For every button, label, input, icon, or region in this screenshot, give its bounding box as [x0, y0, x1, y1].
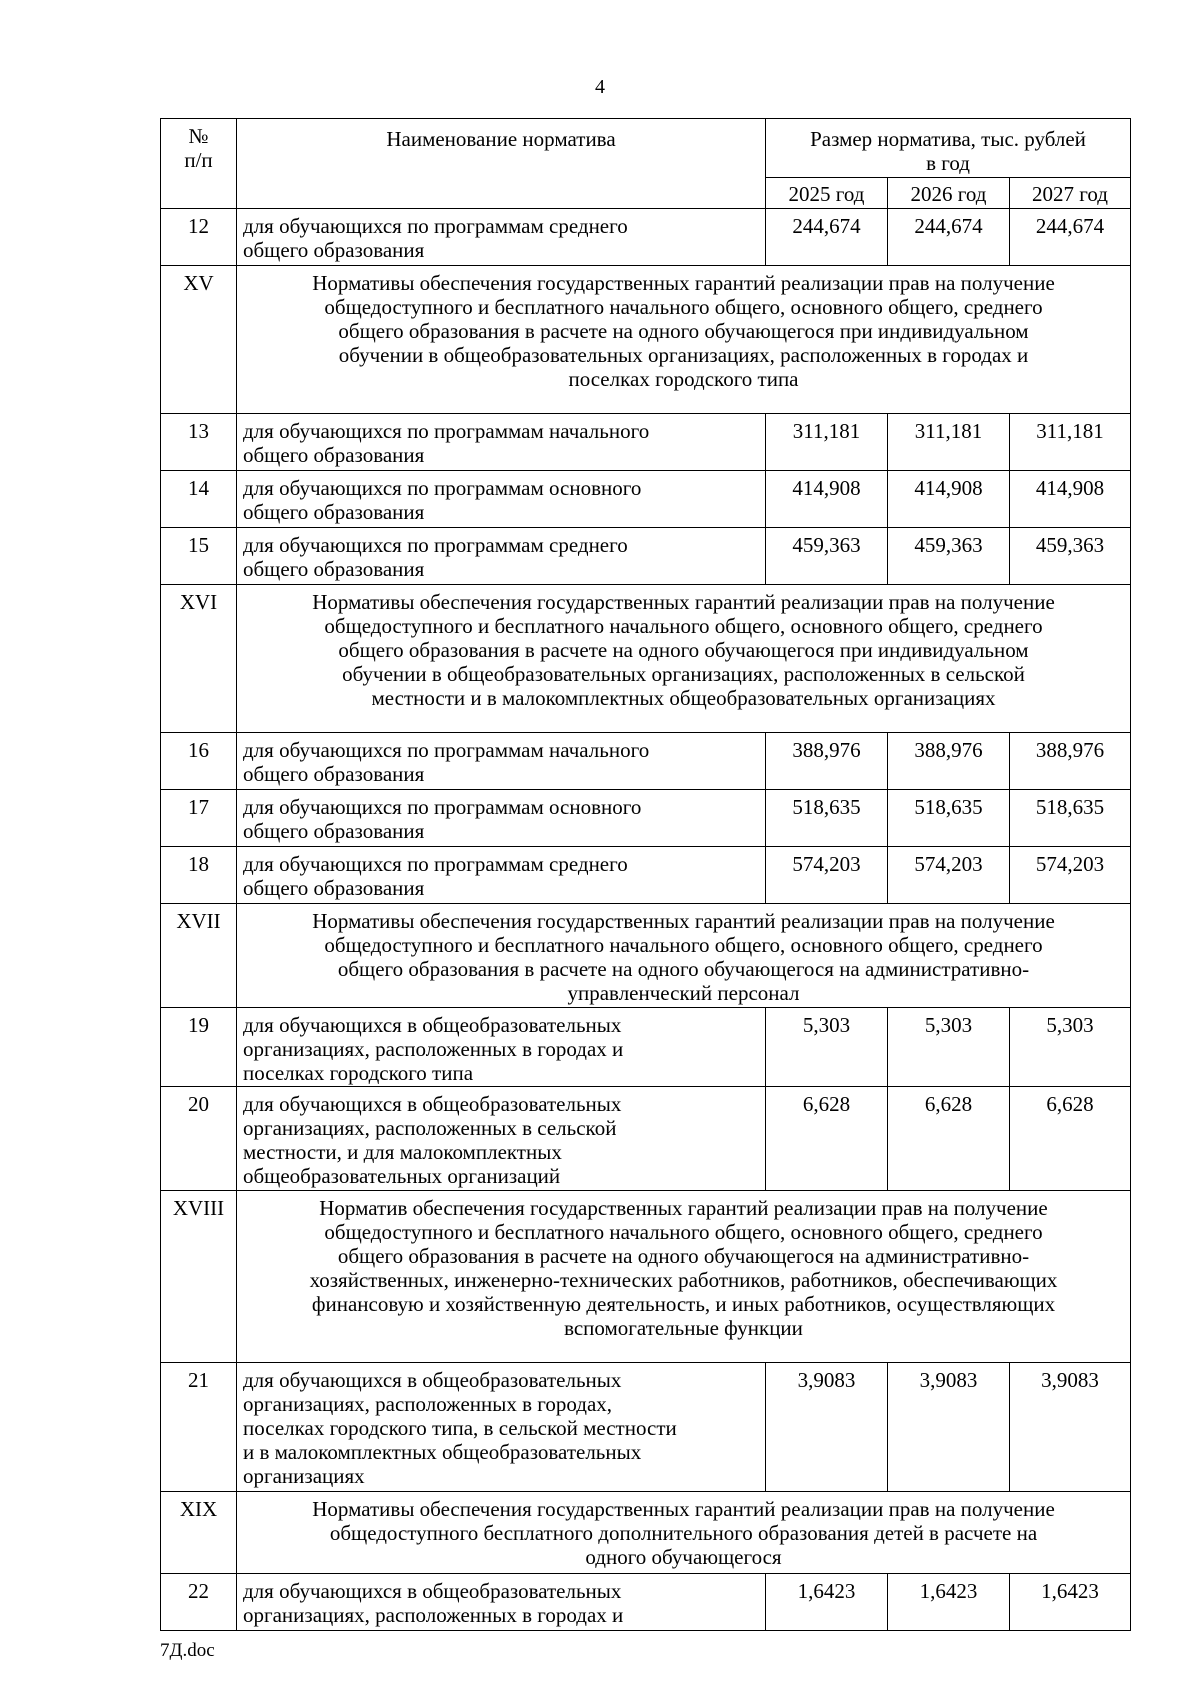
value-2027: 518,635 [1010, 790, 1131, 847]
row-name: для обучающихся по программам среднего общего образования [237, 528, 766, 585]
section-number: XIX [161, 1492, 237, 1574]
table-row [161, 1087, 1131, 1191]
value-2027: 1,6423 [1010, 1574, 1131, 1631]
row-number: 21 [161, 1363, 237, 1492]
value-2025: 6,628 [766, 1087, 888, 1191]
value-2025: 388,976 [766, 733, 888, 790]
section-title: Нормативы обеспечения государственных гарантий реализации прав на получение общедоступного и бесплатного начального общего, основного общего, среднего общего образования в расчете на одного обучающегося при индивидуальном обучении в общеобразовательных организациях, расположенных в сельской местности и в малокомплектных общеобразовательных организациях [237, 585, 1131, 733]
table-row [161, 1574, 1131, 1631]
section-title: Нормативы обеспечения государственных гарантий реализации прав на получение общедоступного бесплатного дополнительного образования детей в расчете на одного обучающегося [237, 1492, 1131, 1574]
row-number: 18 [161, 847, 237, 904]
row-number: 20 [161, 1087, 237, 1191]
page-number: 4 [595, 76, 605, 98]
table-row [161, 471, 1131, 528]
value-2025: 244,674 [766, 209, 888, 266]
value-2026: 574,203 [888, 847, 1010, 904]
row-name: для обучающихся по программам основного общего образования [237, 471, 766, 528]
value-2025: 574,203 [766, 847, 888, 904]
value-2026: 3,9083 [888, 1363, 1010, 1492]
value-2026: 414,908 [888, 471, 1010, 528]
row-number: 14 [161, 471, 237, 528]
section-number: XV [161, 266, 237, 414]
section-row [161, 1492, 1131, 1574]
value-2027: 311,181 [1010, 414, 1131, 471]
value-2025: 5,303 [766, 1008, 888, 1087]
value-2025: 459,363 [766, 528, 888, 585]
section-row [161, 585, 1131, 733]
value-2025: 1,6423 [766, 1574, 888, 1631]
row-name: для обучающихся в общеобразовательных организациях, расположенных в городах, поселках городского типа, в сельской местности и в малокомплектных общеобразовательных организациях [237, 1363, 766, 1492]
value-2026: 1,6423 [888, 1574, 1010, 1631]
value-2026: 6,628 [888, 1087, 1010, 1191]
table-row [161, 1363, 1131, 1492]
section-number: XVI [161, 585, 237, 733]
section-number: XVIII [161, 1191, 237, 1363]
value-2026: 518,635 [888, 790, 1010, 847]
row-number: 15 [161, 528, 237, 585]
header-num: № п/п [161, 119, 237, 209]
row-number: 13 [161, 414, 237, 471]
row-name: для обучающихся в общеобразовательных организациях, расположенных в городах и [237, 1574, 766, 1631]
value-2027: 244,674 [1010, 209, 1131, 266]
norms-table [160, 118, 1131, 1631]
table-row [161, 790, 1131, 847]
value-2027: 6,628 [1010, 1087, 1131, 1191]
table-row [161, 1008, 1131, 1087]
value-2025: 414,908 [766, 471, 888, 528]
value-2026: 459,363 [888, 528, 1010, 585]
value-2025: 311,181 [766, 414, 888, 471]
header-row [161, 119, 1131, 178]
table-row [161, 733, 1131, 790]
value-2027: 388,976 [1010, 733, 1131, 790]
section-row [161, 266, 1131, 414]
table-row [161, 847, 1131, 904]
row-name: для обучающихся по программам среднего общего образования [237, 847, 766, 904]
value-2026: 244,674 [888, 209, 1010, 266]
section-row [161, 904, 1131, 1008]
section-title: Нормативы обеспечения государственных гарантий реализации прав на получение общедоступного и бесплатного начального общего, основного общего, среднего общего образования в расчете на одного обучающегося на административно- управленческий персонал [237, 904, 1131, 1008]
header-year-2025: 2025 год [766, 178, 888, 209]
section-title: Норматив обеспечения государственных гарантий реализации прав на получение общедоступного и бесплатного начального общего, основного общего, среднего общего образования в расчете на одного обучающегося на административно- хозяйственных, инженерно-технических работников, работников, обеспечивающих финансовую и хозяйственную деятельность, и иных работников, осуществляющих вспомогательные функции [237, 1191, 1131, 1363]
header-year-2027: 2027 год [1010, 178, 1131, 209]
header-name: Наименование норматива [237, 119, 766, 209]
value-2027: 5,303 [1010, 1008, 1131, 1087]
row-number: 22 [161, 1574, 237, 1631]
value-2027: 574,203 [1010, 847, 1131, 904]
row-number: 12 [161, 209, 237, 266]
row-name: для обучающихся по программам основного общего образования [237, 790, 766, 847]
row-name: для обучающихся по программам среднего общего образования [237, 209, 766, 266]
value-2026: 5,303 [888, 1008, 1010, 1087]
value-2026: 311,181 [888, 414, 1010, 471]
row-name: для обучающихся по программам начального общего образования [237, 414, 766, 471]
value-2027: 3,9083 [1010, 1363, 1131, 1492]
value-2025: 518,635 [766, 790, 888, 847]
row-name: для обучающихся в общеобразовательных организациях, расположенных в городах и поселках городского типа [237, 1008, 766, 1087]
table-row [161, 414, 1131, 471]
value-2026: 388,976 [888, 733, 1010, 790]
header-size: Размер норматива, тыс. рублей в год [766, 119, 1131, 178]
section-number: XVII [161, 904, 237, 1008]
header-year-2026: 2026 год [888, 178, 1010, 209]
value-2025: 3,9083 [766, 1363, 888, 1492]
row-name: для обучающихся в общеобразовательных организациях, расположенных в сельской местности, и для малокомплектных общеобразовательных организаций [237, 1087, 766, 1191]
table-row [161, 209, 1131, 266]
row-number: 17 [161, 790, 237, 847]
row-number: 16 [161, 733, 237, 790]
section-row [161, 1191, 1131, 1363]
row-name: для обучающихся по программам начального общего образования [237, 733, 766, 790]
section-title: Нормативы обеспечения государственных гарантий реализации прав на получение общедоступного и бесплатного начального общего, основного общего, среднего общего образования в расчете на одного обучающегося при индивидуальном обучении в общеобразовательных организациях, расположенных в городах и поселках городского типа [237, 266, 1131, 414]
value-2027: 414,908 [1010, 471, 1131, 528]
row-number: 19 [161, 1008, 237, 1087]
table-row [161, 528, 1131, 585]
footer-filename: 7Д.doc [160, 1640, 215, 1661]
value-2027: 459,363 [1010, 528, 1131, 585]
